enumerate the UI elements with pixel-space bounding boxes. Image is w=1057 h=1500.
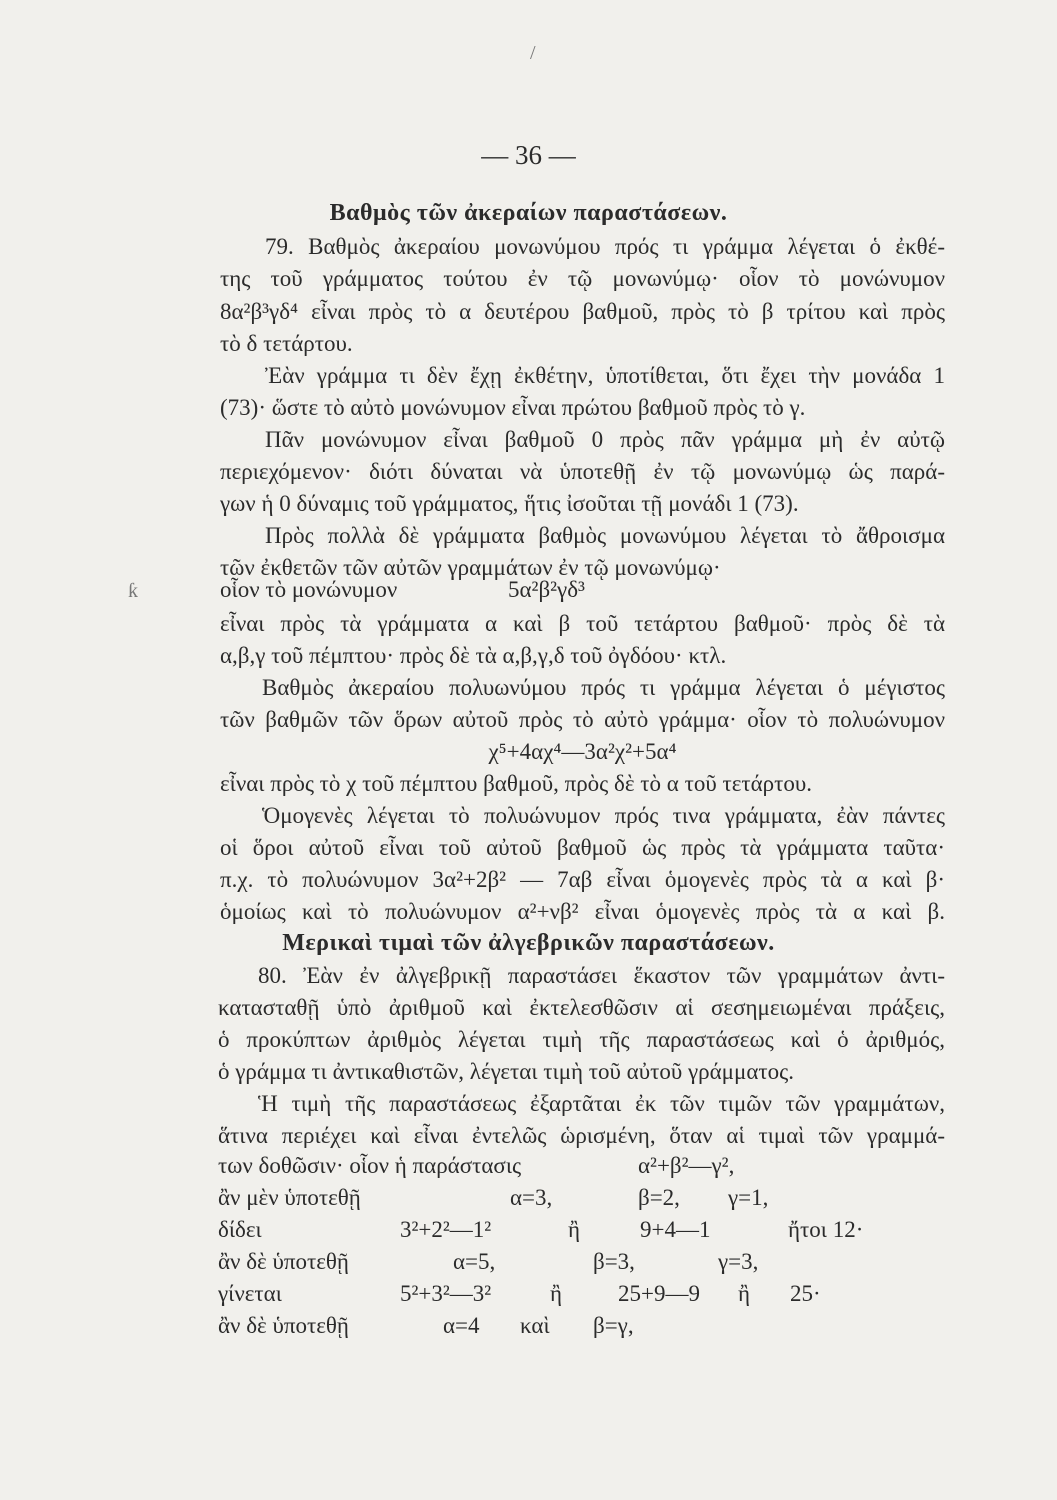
text-line: α,β,γ τοῦ πέμπτου· πρὸς δὲ τὰ α,β,γ,δ τοῦ ὀγδόου· κτλ. (220, 643, 727, 668)
text-line: π.χ. τὸ πολυώνυμον 3α²+2β² — 7αβ εἶναι ὁμογενὲς πρὸς τὰ α καὶ β· (220, 867, 945, 892)
text-line: ὁμοίως καὶ τὸ πολυώνυμον α²+νβ² εἶναι ὁμογενὲς πρὸς τὰ α καὶ β. (220, 899, 945, 924)
example-row (220, 577, 950, 607)
text-line: της τοῦ γράμματος τούτου ἐν τῷ μονωνύμῳ· οἷον τὸ μονώνυμον (220, 266, 945, 291)
table-cell: 5²+3²—3² (400, 1281, 492, 1306)
table-cell: ἤτοι 12· (788, 1217, 864, 1242)
table-cell: γίνεται (218, 1281, 282, 1306)
table-row (218, 1313, 948, 1343)
example-expression: 5α²β²γδ³ (508, 577, 585, 602)
table-cell: α²+β²—γ², (638, 1153, 735, 1178)
text-line: Ἡ τιμὴ τῆς παραστάσεως ἐξαρτᾶται ἐκ τῶν τιμῶν τῶν γραμμάτων, (258, 1091, 945, 1116)
table-row (218, 1217, 948, 1247)
table-cell: 3²+2²—1² (400, 1217, 492, 1242)
table-cell: β=γ, (593, 1313, 634, 1338)
text-line: ἅτινα περιέχει καὶ εἶναι ἐντελῶς ὡρισμένη, ὅταν αἱ τιμαὶ τῶν γραμμά- (218, 1123, 945, 1148)
table-cell: ἂν δὲ ὑποτεθῇ (218, 1313, 349, 1338)
text-line: 79. Βαθμὸς ἀκεραίου μονωνύμου πρός τι γράμμα λέγεται ὁ ἐκθέ- (265, 234, 945, 259)
text-line: ὁ γράμμα τι ἀντικαθιστῶν, λέγεται τιμὴ τοῦ αὐτοῦ γράμματος. (218, 1059, 794, 1084)
text-line: τῶν βαθμῶν τῶν ὅρων αὐτοῦ πρὸς τὸ αὐτὸ γράμμα· οἷον τὸ πολυώνυμον (220, 707, 945, 732)
table-cell: ἂν δὲ ὑποτεθῇ (218, 1249, 349, 1274)
table-cell: ἢ (568, 1217, 581, 1242)
table-cell: δίδει (218, 1217, 262, 1242)
page-number: — 36 — (481, 140, 576, 170)
margin-mark: ƙ (128, 580, 138, 602)
table-cell: 25+9—9 (618, 1281, 700, 1306)
pencil-mark: / (530, 42, 536, 64)
text-line: Πρὸς πολλὰ δὲ γράμματα βαθμὸς μονωνύμου λέγεται τὸ ἄθροισμα (265, 523, 945, 548)
table-cell: 9+4—1 (640, 1217, 711, 1242)
text-line: ὁ προκύπτων ἀριθμὸς λέγεται τιμὴ τῆς παραστάσεως καὶ ὁ ἀριθμός, (218, 1027, 945, 1052)
table-cell: α=4 (443, 1313, 480, 1338)
text-line: κατασταθῇ ὑπὸ ἀριθμοῦ καὶ ἐκτελεσθῶσιν αἱ σεσημειωμέναι πράξεις, (218, 995, 945, 1020)
table-row (218, 1153, 948, 1183)
table-cell: β=2, (638, 1185, 680, 1210)
polynomial-expression: χ⁵+4αχ⁴—3α²χ²+5α⁴ (488, 739, 677, 764)
section-heading-values: Μερικαὶ τιμαὶ τῶν ἀλγεβρικῶν παραστάσεων. (282, 930, 775, 956)
text-line: 8α²β³γδ⁴ εἶναι πρὸς τὸ α δευτέρου βαθμοῦ, πρὸς τὸ β τρίτου καὶ πρὸς (220, 299, 945, 324)
text-line: οἱ ὅροι αὐτοῦ εἶναι τοῦ αὐτοῦ βαθμοῦ ὡς πρὸς τὰ γράμματα ταῦτα· (220, 835, 945, 860)
example-label: οἷον τὸ μονώνυμον (220, 577, 398, 602)
table-cell: γ=1, (728, 1185, 769, 1210)
table-cell: 25· (790, 1281, 821, 1306)
text-line: Ἐὰν γράμμα τι δὲν ἔχῃ ἐκθέτην, ὑποτίθεται, ὅτι ἔχει τὴν μονάδα 1 (265, 363, 945, 388)
table-row (218, 1281, 948, 1311)
text-line: περιεχόμενον· διότι δύναται νὰ ὑποτεθῇ ἐν τῷ μονωνύμῳ ὡς παρά- (220, 459, 945, 484)
table-row (218, 1185, 948, 1215)
table-cell: ἂν μὲν ὑποτεθῇ (218, 1185, 361, 1210)
text-line: τὸ δ τετάρτου. (220, 331, 353, 356)
section-heading-degree: Βαθμὸς τῶν ἀκεραίων παραστάσεων. (329, 200, 728, 226)
text-line: (73)· ὥστε τὸ αὐτὸ μονώνυμον εἶναι πρώτου βαθμοῦ πρὸς τὸ γ. (220, 395, 806, 420)
table-cell: ἢ (550, 1281, 563, 1306)
table-cell: α=5, (453, 1249, 496, 1274)
table-row (218, 1249, 948, 1279)
table-cell: καὶ (520, 1313, 550, 1338)
text-line: Ὁμογενὲς λέγεται τὸ πολυώνυμον πρός τινα γράμματα, ἐὰν πάντες (262, 803, 945, 828)
text-line: γων ἡ 0 δύναμις τοῦ γράμματος, ἥτις ἰσοῦται τῇ μονάδι 1 (73). (220, 491, 799, 516)
text-line: 80. Ἐὰν ἐν ἀλγεβρικῇ παραστάσει ἕκαστον τῶν γραμμάτων ἀντι- (258, 963, 945, 988)
text-line: Βαθμὸς ἀκεραίου πολυωνύμου πρός τι γράμμα λέγεται ὁ μέγιστος (262, 675, 945, 700)
text-line: εἶναι πρὸς τὰ γράμματα α καὶ β τοῦ τετάρτου βαθμοῦ· πρὸς δὲ τὰ (220, 611, 945, 636)
text-line: Πᾶν μονώνυμον εἶναι βαθμοῦ 0 πρὸς πᾶν γράμμα μὴ ἐν αὐτῷ (265, 427, 945, 452)
text-line: εἶναι πρὸς τὸ χ τοῦ πέμπτου βαθμοῦ, πρὸς δὲ τὸ α τοῦ τετάρτου. (220, 771, 813, 796)
table-cell: των δοθῶσιν· οἷον ἡ παράστασις (218, 1153, 522, 1178)
table-cell: γ=3, (718, 1249, 759, 1274)
text-line: τῶν ἐκθετῶν τῶν αὐτῶν γραμμάτων ἐν τῷ μονωνύμῳ· (220, 555, 721, 580)
table-cell: α=3, (510, 1185, 553, 1210)
table-cell: ἢ (738, 1281, 751, 1306)
table-cell: β=3, (593, 1249, 635, 1274)
